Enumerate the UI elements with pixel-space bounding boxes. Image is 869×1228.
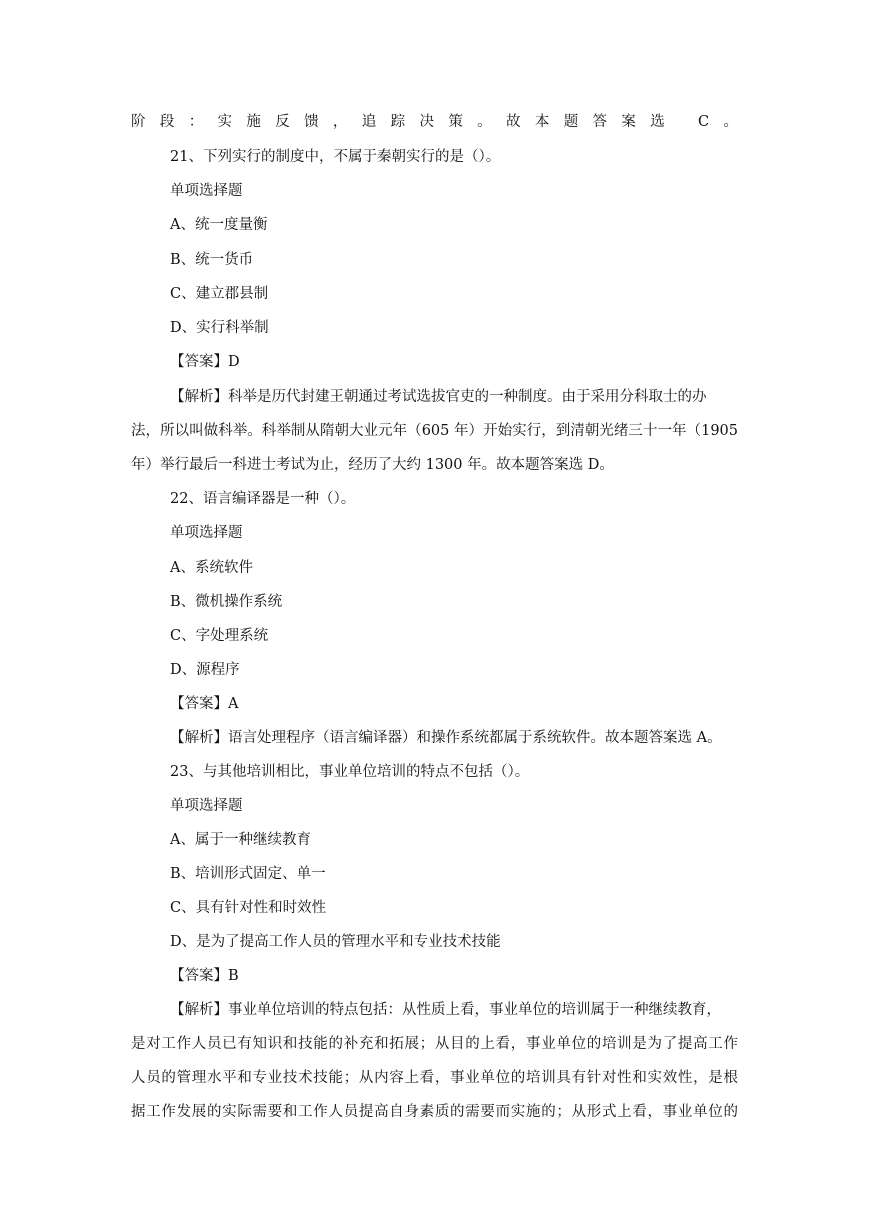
question-21-option-a: A、统一度量衡 xyxy=(170,217,268,233)
question-22-option-a: A、系统软件 xyxy=(170,560,253,576)
question-21-analysis-1: 【解析】科举是历代封建王朝通过考试选拔官吏的一种制度。由于采用分科取士的办 xyxy=(170,389,707,405)
question-23-analysis-3: 人员的管理水平和专业技术技能；从内容上看，事业单位的培训具有针对性和实效性，是根 xyxy=(131,1070,738,1086)
question-23-answer: 【答案】B xyxy=(170,968,239,984)
question-23-option-a: A、属于一种继续教育 xyxy=(170,832,311,848)
question-23-option-b: B、培训形式固定、单一 xyxy=(170,866,326,882)
question-23-type: 单项选择题 xyxy=(170,798,243,814)
question-21-type: 单项选择题 xyxy=(170,183,243,199)
question-23-analysis-1: 【解析】事业单位培训的特点包括：从性质上看，事业单位的培训属于一种继续教育， xyxy=(170,1002,721,1018)
question-22-stem: 22、语言编译器是一种（）。 xyxy=(170,491,356,507)
question-21-option-d: D、实行科举制 xyxy=(170,320,269,336)
question-23-stem: 23、与其他培训相比，事业单位培训的特点不包括（）。 xyxy=(170,764,530,780)
text-line-1: 阶段：实施反馈，追踪决策。故本题答案选 C。 xyxy=(131,114,738,130)
question-21-analysis-3: 年）举行最后一科进士考试为止，经历了大约 1300 年。故本题答案选 D。 xyxy=(131,457,614,473)
question-23-analysis-4: 据工作发展的实际需要和工作人员提高自身素质的需要而实施的；从形式上看，事业单位的 xyxy=(131,1104,738,1120)
question-23-option-d: D、是为了提高工作人员的管理水平和专业技术技能 xyxy=(170,934,501,950)
question-21-analysis-2: 法，所以叫做科举。科举制从隋朝大业元年（605 年）开始实行，到清朝光绪三十一年（1905 xyxy=(131,423,738,439)
question-22-option-c: C、字处理系统 xyxy=(170,628,269,644)
question-21-option-c: C、建立郡县制 xyxy=(170,286,269,302)
question-22-analysis: 【解析】语言处理程序（语言编译器）和操作系统都属于系统软件。故本题答案选 A。 xyxy=(170,730,722,746)
question-23-analysis-2: 是对工作人员已有知识和技能的补充和拓展；从目的上看，事业单位的培训是为了提高工作 xyxy=(131,1036,738,1052)
question-23-option-c: C、具有针对性和时效性 xyxy=(170,900,327,916)
question-22-option-d: D、源程序 xyxy=(170,662,240,678)
question-22-answer: 【答案】A xyxy=(170,696,239,712)
question-21-option-b: B、统一货币 xyxy=(170,252,254,268)
question-22-type: 单项选择题 xyxy=(170,525,243,541)
question-21-answer: 【答案】D xyxy=(170,354,240,370)
question-22-option-b: B、微机操作系统 xyxy=(170,594,283,610)
question-21-stem: 21、下列实行的制度中，不属于秦朝实行的是（）。 xyxy=(170,149,501,165)
